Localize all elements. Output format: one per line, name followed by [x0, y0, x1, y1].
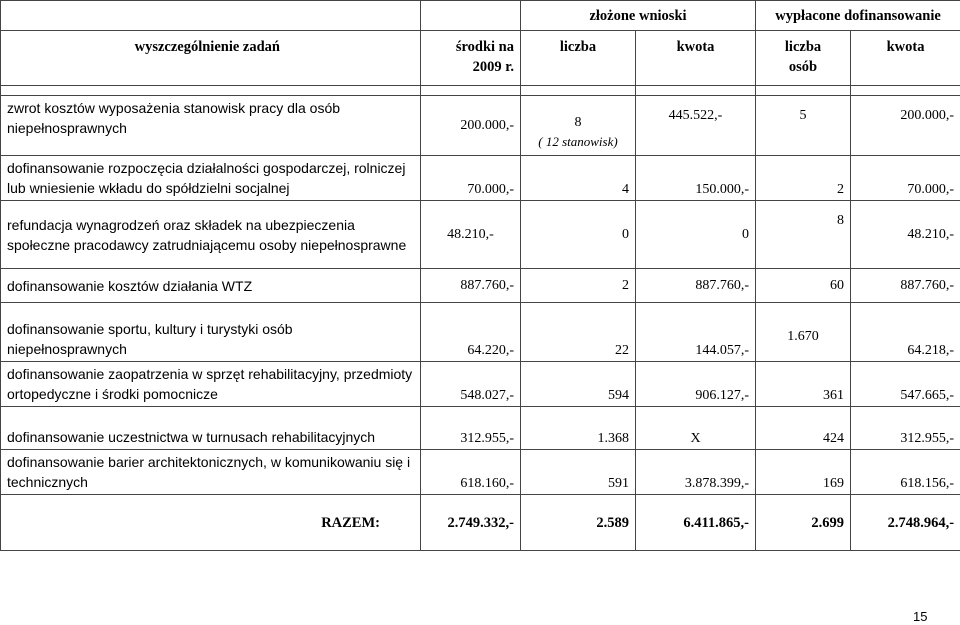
header-persons-line1: liczba: [784, 39, 822, 55]
task-cell: dofinansowanie zaopatrzenia w sprzęt rehabilitacyjny, przedmioty ortopedyczne i środki pomocnicze: [1, 362, 421, 407]
count-cell: 591: [521, 450, 636, 495]
amount-cell: 150.000,-: [636, 156, 756, 201]
total-count: 2.589: [521, 495, 636, 551]
persons-cell: 5: [756, 96, 851, 156]
persons-cell: 424: [756, 407, 851, 450]
amount-cell: 144.057,-: [636, 303, 756, 362]
amount-cell: 887.760,-: [636, 269, 756, 303]
spacer-row: [1, 86, 960, 96]
table-row: [1, 201, 960, 269]
count-cell: 0: [521, 201, 636, 269]
task-cell: dofinansowanie barier architektonicznych, w komunikowaniu się i technicznych: [1, 450, 421, 495]
count-cell: 2: [521, 269, 636, 303]
funds-cell: 887.760,-: [421, 269, 521, 303]
amount-cell: X: [636, 407, 756, 450]
total-funds: 2.749.332,-: [421, 495, 521, 551]
count-cell: 594: [521, 362, 636, 407]
paid-cell: 312.955,-: [851, 407, 960, 450]
header-funds: środki na 2009 r.: [421, 31, 521, 86]
table-row: [1, 450, 960, 495]
funds-cell: 548.027,-: [421, 362, 521, 407]
persons-cell: 361: [756, 362, 851, 407]
amount-cell: 445.522,-: [636, 96, 756, 156]
funds-cell: 48.210,-: [421, 201, 521, 269]
paid-cell: 547.665,-: [851, 362, 960, 407]
table-row: [1, 156, 960, 201]
paid-cell: 618.156,-: [851, 450, 960, 495]
task-cell: dofinansowanie uczestnictwa w turnusach rehabilitacyjnych: [1, 407, 421, 450]
paid-cell: 70.000,-: [851, 156, 960, 201]
paid-cell: 200.000,-: [851, 96, 960, 156]
persons-cell: 1.670: [756, 303, 851, 362]
table-row: [1, 362, 960, 407]
paid-cell: 64.218,-: [851, 303, 960, 362]
task-cell: zwrot kosztów wyposażenia stanowisk pracy dla osób niepełnosprawnych: [1, 96, 421, 156]
paid-cell: 48.210,-: [851, 201, 960, 269]
table-row: [1, 303, 960, 362]
total-label: RAZEM:: [1, 495, 421, 551]
amount-cell: 0: [636, 201, 756, 269]
header-paid-amount: kwota: [851, 31, 960, 86]
funds-cell: 618.160,-: [421, 450, 521, 495]
funds-cell: 64.220,-: [421, 303, 521, 362]
table-row: [1, 96, 960, 156]
header-amount: kwota: [636, 31, 756, 86]
header-paid: wypłacone dofinansowanie: [756, 1, 960, 31]
table-row: [1, 407, 960, 450]
persons-cell: 2: [756, 156, 851, 201]
header-persons: [756, 31, 851, 86]
total-amount: 6.411.865,-: [636, 495, 756, 551]
task-cell: dofinansowanie kosztów działania WTZ: [1, 269, 421, 303]
header-count: liczba: [521, 31, 636, 86]
count-cell: [521, 96, 636, 156]
count-value: 8: [574, 114, 582, 130]
funds-cell: 70.000,-: [421, 156, 521, 201]
total-paid: 2.748.964,-: [851, 495, 960, 551]
count-note: ( 12 stanowisk): [538, 133, 618, 149]
table-row: [1, 269, 960, 303]
task-cell: refundacja wynagrodzeń oraz składek na ubezpieczenia społeczne pracodawcy zatrudniającemu osoby niepełnosprawne: [1, 201, 421, 269]
total-persons: 2.699: [756, 495, 851, 551]
funds-cell: 312.955,-: [421, 407, 521, 450]
amount-cell: 3.878.399,-: [636, 450, 756, 495]
header-row: [1, 31, 960, 86]
task-cell: dofinansowanie sportu, kultury i turystyki osób niepełnosprawnych: [1, 303, 421, 362]
count-cell: 4: [521, 156, 636, 201]
page-number: 15: [913, 609, 928, 624]
count-cell: 1.368: [521, 407, 636, 450]
header-task: wyszczególnienie zadań: [1, 31, 421, 86]
header-persons-line2: osób: [788, 59, 818, 75]
funds-cell: 200.000,-: [421, 96, 521, 156]
amount-cell: 906.127,-: [636, 362, 756, 407]
header-group-row: [1, 1, 960, 31]
count-cell: 22: [521, 303, 636, 362]
total-row: [1, 495, 960, 551]
header-blank-cell: [1, 1, 421, 31]
paid-cell: 887.760,-: [851, 269, 960, 303]
header-submitted: złożone wnioski: [521, 1, 756, 31]
task-cell: dofinansowanie rozpoczęcia działalności gospodarczej, rolniczej lub wniesienie wkładu do spółdzielni socjalnej: [1, 156, 421, 201]
header-blank-cell: [421, 1, 521, 31]
persons-cell: 60: [756, 269, 851, 303]
persons-cell: 169: [756, 450, 851, 495]
persons-cell: 8: [756, 201, 851, 269]
